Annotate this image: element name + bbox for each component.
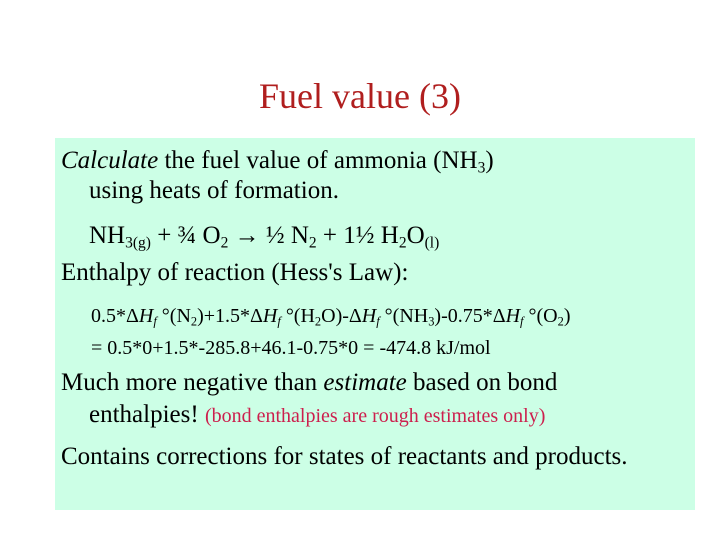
reaction-equation: $NH_{3(g)}$ + ¾ $O_2$ → ½ $N_2$ + 1½ $H_2O_{(l)}$ [89, 222, 440, 252]
slide-title: Fuel value (3) [259, 76, 461, 116]
calculate-line: Calculate the fuel value of ammonia $(NH_3)$ [61, 147, 494, 177]
content-box [55, 138, 695, 510]
comparison-line: Much more negative than estimate based on bond [61, 369, 558, 396]
enthalpies-line: enthalpies! (bond enthalpies are rough estimates only) [89, 401, 546, 428]
corrections-line: Contains corrections for states of reactants and products. [61, 443, 628, 470]
enthalpy-calculation: $0.5*\Delta H_f$ $^\circ(N_2)+1.5*\Delta H_f$ $^\circ(H_2O)-\Delta H_f$ $^\circ(NH_3)-0.75*\Delta H_f$ $^\circ(O_2)$ [91, 305, 571, 329]
hess-law-line: Enthalpy of reaction (Hess's Law): [61, 259, 409, 286]
calculate-word: Calculate [61, 147, 159, 174]
heats-line: using heats of formation. [89, 177, 339, 204]
calculation-result: = 0.5*0+1.5*-285.8+46.1-0.75*0 = -474.8 kJ/mol [91, 337, 491, 359]
rough-estimate-note: (bond enthalpies are rough estimates only) [204, 405, 546, 427]
